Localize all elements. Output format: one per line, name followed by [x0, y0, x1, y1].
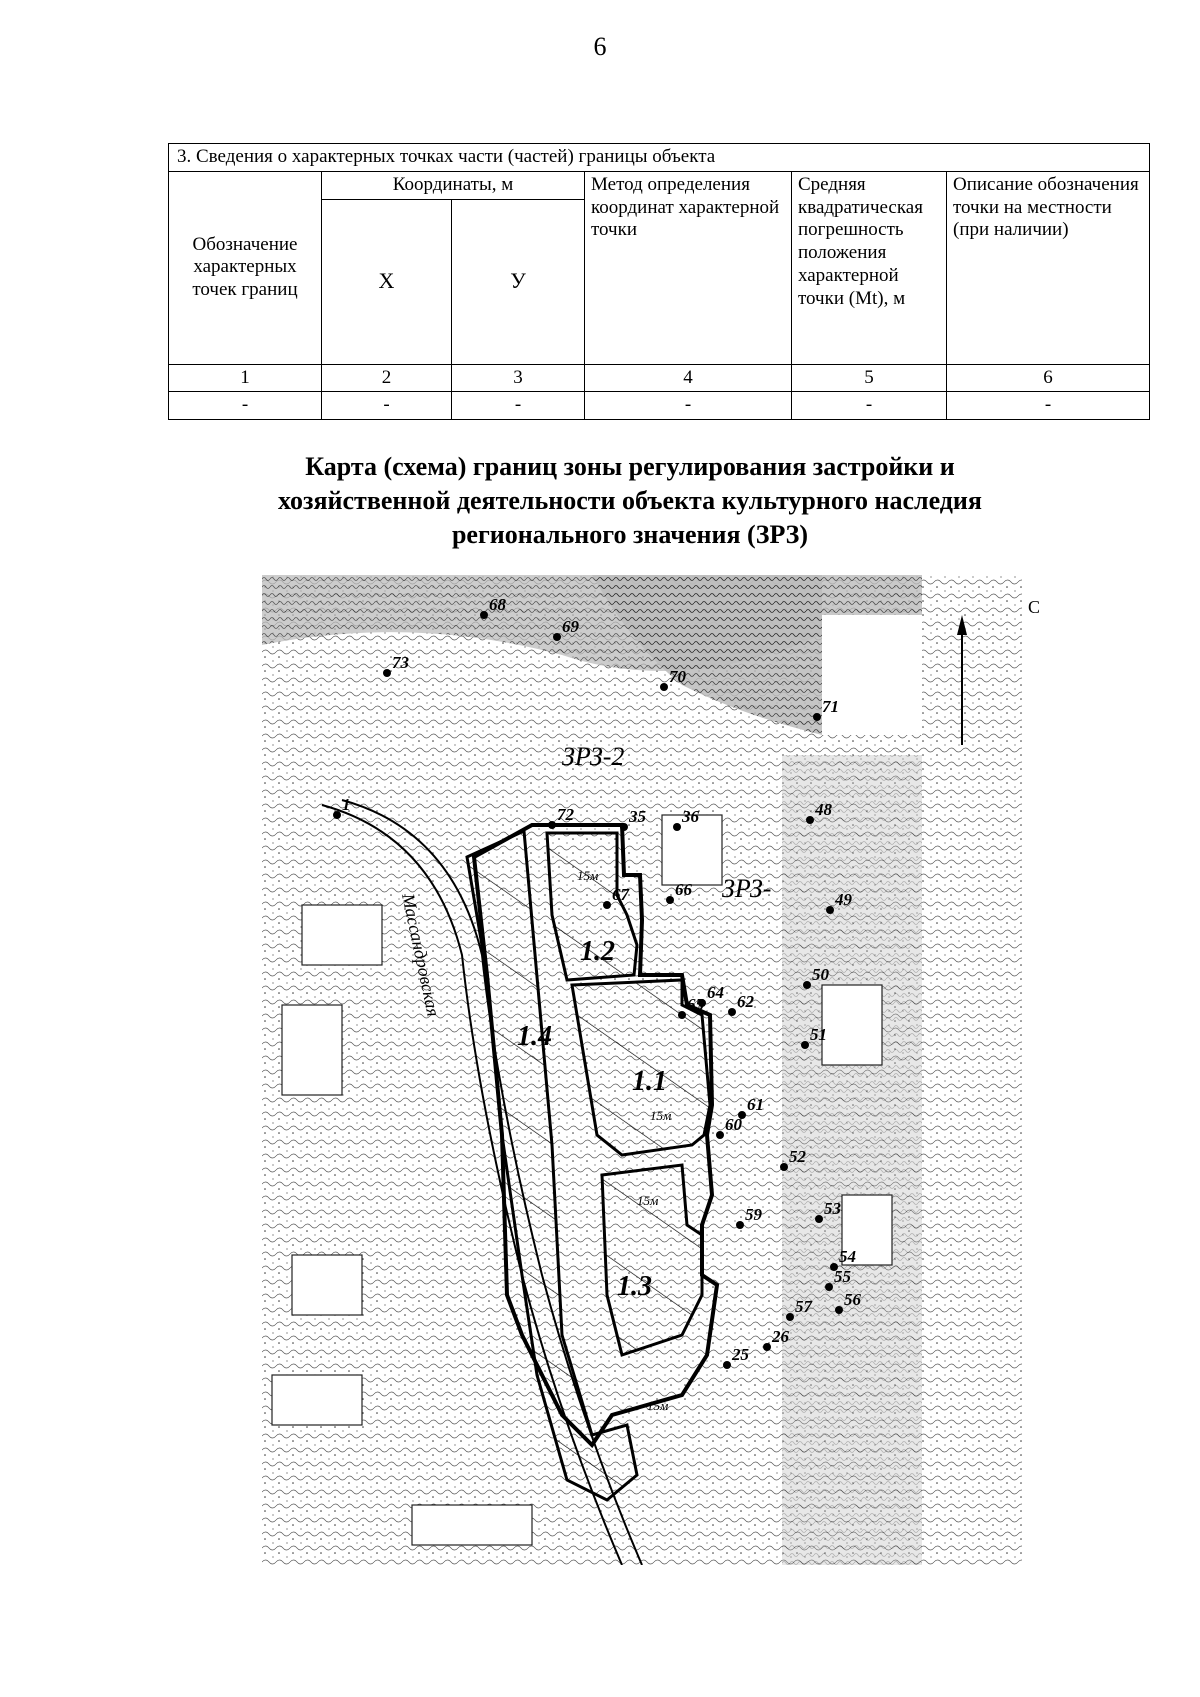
object-label-1-1: 1.1: [632, 1066, 667, 1097]
header-x: Х: [322, 199, 452, 364]
boundary-point-label: 62: [737, 992, 754, 1011]
column-number: 2: [322, 364, 452, 392]
west-area: [262, 755, 477, 1565]
table-cell: -: [169, 392, 322, 420]
table-cell: -: [585, 392, 792, 420]
boundary-point-marker: [826, 906, 834, 914]
boundary-point-label: 65: [687, 995, 704, 1014]
header-method: Метод определения координат характерной точки: [585, 171, 792, 364]
boundary-point-marker: [825, 1283, 833, 1291]
boundary-point-label: 1: [342, 795, 351, 814]
boundary-point-label: 53: [824, 1199, 841, 1218]
boundary-point-label: 57: [795, 1297, 812, 1316]
zone-boundary-map: [262, 575, 1022, 1565]
boundary-point-marker: [728, 1008, 736, 1016]
boundary-point-marker: [666, 896, 674, 904]
table-cell: -: [947, 392, 1150, 420]
boundary-point-marker: [780, 1163, 788, 1171]
boundary-point-marker: [763, 1343, 771, 1351]
table-title: 3. Сведения о характерных точках части (частей) границы объекта: [169, 144, 1150, 172]
map-title-line: хозяйственной деятельности объекта культурного наследия: [278, 485, 982, 515]
object-label-1-4: 1.4: [517, 1021, 552, 1052]
boundary-point-marker: [806, 816, 814, 824]
column-number: 6: [947, 364, 1150, 392]
boundary-point-marker: [723, 1361, 731, 1369]
boundary-point-marker: [603, 901, 611, 909]
boundary-point-label: 67: [612, 885, 629, 904]
page-number: 6: [593, 32, 607, 61]
north-label: С: [1028, 597, 1041, 617]
header-description: Описание обозначения точки на местности (при наличии): [947, 171, 1150, 364]
table-row: [169, 392, 1150, 420]
boundary-point-marker: [678, 1011, 686, 1019]
boundary-point-label: 26: [772, 1327, 789, 1346]
boundary-point-label: 60: [725, 1115, 742, 1134]
boundary-point-label: 68: [489, 595, 506, 614]
column-number: 3: [452, 364, 585, 392]
boundary-point-marker: [660, 683, 668, 691]
boundary-point-marker: [815, 1215, 823, 1223]
boundary-point-marker: [548, 821, 556, 829]
boundary-point-marker: [383, 669, 391, 677]
boundary-point-marker: [620, 823, 628, 831]
header-coordinates: Координаты, м: [322, 171, 585, 199]
boundary-point-marker: [786, 1313, 794, 1321]
boundary-point-label: 52: [789, 1147, 806, 1166]
zone-label-zrz2: ЗРЗ-2: [562, 742, 625, 771]
column-numbers-row: [169, 364, 1150, 392]
boundary-point-label: 25: [732, 1345, 749, 1364]
blank-corner: [822, 615, 922, 735]
boundary-point-label: 50: [812, 965, 829, 984]
street-label: Массандровская: [398, 891, 444, 1019]
ridge-corner: [822, 575, 922, 615]
boundary-point-marker: [716, 1131, 724, 1139]
boundary-point-label: 49: [835, 890, 852, 909]
header-y: У: [452, 199, 585, 364]
map-title: [230, 450, 1030, 551]
boundary-point-marker: [736, 1221, 744, 1229]
table-cell: -: [792, 392, 947, 420]
boundary-point-label: 36: [682, 807, 699, 826]
table-cell: -: [322, 392, 452, 420]
boundary-point-marker: [835, 1306, 843, 1314]
boundary-point-label: 59: [745, 1205, 762, 1224]
header-error: Средняя квадратическая погрешность положения характерной точки (Mt), м: [792, 171, 947, 364]
map-canvas: [262, 575, 1022, 1565]
zone-label-zrz: ЗРЗ-: [722, 874, 772, 903]
boundary-point-label: 71: [822, 697, 839, 716]
column-number: 1: [169, 364, 322, 392]
boundary-point-label: 35: [629, 807, 646, 826]
height-label: 15м: [577, 868, 599, 883]
boundary-point-marker: [803, 981, 811, 989]
boundary-point-marker: [673, 823, 681, 831]
boundary-point-label: 61: [747, 1095, 764, 1114]
height-label: 15м: [650, 1108, 672, 1123]
column-number: 4: [585, 364, 792, 392]
boundary-point-label: 69: [562, 617, 579, 636]
object-label-1-2: 1.2: [580, 936, 615, 967]
boundary-point-marker: [480, 611, 488, 619]
boundary-point-marker: [553, 633, 561, 641]
boundary-point-label: 56: [844, 1290, 861, 1309]
boundary-point-label: 54: [839, 1247, 856, 1266]
boundary-point-label: 64: [707, 983, 724, 1002]
boundary-point-label: 73: [392, 653, 409, 672]
boundary-point-label: 70: [669, 667, 686, 686]
boundary-point-marker: [333, 811, 341, 819]
height-label: 15м: [647, 1398, 669, 1413]
boundary-point-label: 51: [810, 1025, 827, 1044]
header-point-code: Обозначение характерных точек границ: [169, 171, 322, 364]
boundary-point-label: 66: [675, 880, 692, 899]
column-number: 5: [792, 364, 947, 392]
table-cell: -: [452, 392, 585, 420]
map-title-line: Карта (схема) границ зоны регулирования застройки и: [305, 452, 955, 481]
boundary-point-marker: [801, 1041, 809, 1049]
map-title-line: регионального значения (ЗРЗ): [451, 519, 809, 549]
boundary-point-label: 48: [815, 800, 832, 819]
height-label: 15м: [637, 1193, 659, 1208]
boundary-point-marker: [813, 713, 821, 721]
object-label-1-3: 1.3: [617, 1271, 652, 1302]
boundary-point-label: 55: [834, 1267, 851, 1286]
characteristic-points-table: [168, 143, 1150, 420]
boundary-point-label: 72: [557, 805, 574, 824]
